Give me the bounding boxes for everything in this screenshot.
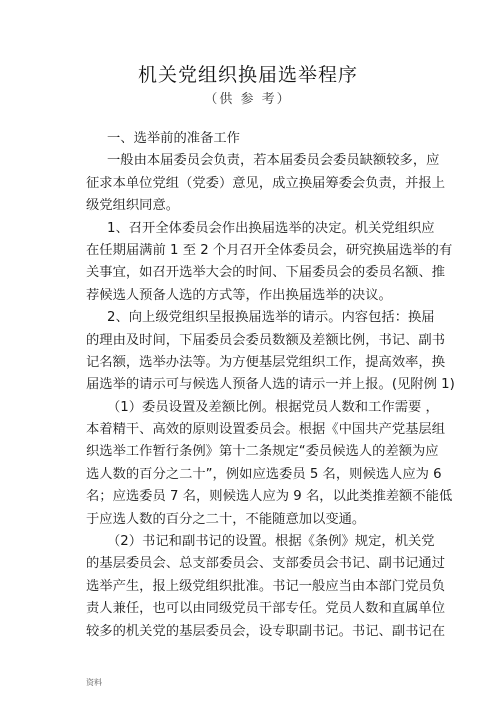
text-line: 于应选人数的百分之二十，不能随意加以变通。 xyxy=(86,511,366,527)
text-line: 在任期届满前 1 至 2 个月召开全体委员会，研究换届选举的有 xyxy=(86,242,453,258)
footer-label: 资料 xyxy=(86,678,102,687)
text-line: 较多的机关党的基层委员会，设专职副书记。书记、副书记在 xyxy=(86,623,446,639)
text-line: 征求本单位党组（党委）意见，成立换届筹委会负责，并报上 xyxy=(86,175,446,191)
text-line: 2、向上级党组织呈报换届选举的请示。内容包括：换届 xyxy=(107,310,435,326)
page-subtitle: （供 参 考） xyxy=(204,92,292,107)
text-line: 关事宜，如召开选举大会的时间、下届委员会的委员名额、推 xyxy=(86,265,446,281)
text-line: 一般由本届委员会负责，若本届委员会委员缺额较多，应 xyxy=(107,153,440,169)
text-line: 织选举工作暂行条例》第十二条规定“委员候选人的差额为应 xyxy=(86,444,439,460)
text-line: 一、选举前的准备工作 xyxy=(107,131,240,146)
text-line: 级党组织同意。 xyxy=(86,198,180,214)
document-body xyxy=(86,128,455,643)
text-line: 本着精干、高效的原则设置委员会。根据《中国共产党基层组 xyxy=(86,422,446,438)
text-line: 1、召开全体委员会作出换届选举的决定。机关党组织应 xyxy=(107,220,435,236)
text-line: （2）书记和副书记的设置。根据《条例》规定，机关党 xyxy=(107,534,435,550)
text-line: 责人兼任，也可以由同级党员干部专任。党员人数和直属单位 xyxy=(86,601,446,617)
text-line: 的基层委员会、总支部委员会、支部委员会书记、副书记通过 xyxy=(86,556,446,572)
text-line: 选举产生，报上级党组织批准。书记一般应当由本部门党员负 xyxy=(86,578,446,594)
text-line: 记名额，选举办法等。为方便基层党组织工作，提高效率，换 xyxy=(86,354,446,370)
text-line: （1）委员设置及差额比例。根据党员人数和工作需要 ， xyxy=(107,399,439,415)
text-line: 届选举的请示可与候选人预备人选的请示一并上报。(见附例 1) xyxy=(86,377,455,393)
text-line: 名；应选委员 7 名，则候选人应为 9 名，以此类推差额不能低 xyxy=(86,489,453,505)
text-line: 荐候选人预备人选的方式等，作出换届选举的决议。 xyxy=(86,287,392,303)
text-line: 选人数的百分之二十”，例如应选委员 5 名，则候选人应为 6 xyxy=(86,466,442,482)
text-line: 的理由及时间，下届委员会委员数额及差额比例，书记、副书 xyxy=(86,332,446,348)
page-title: 机关党组织换届选举程序 xyxy=(137,64,358,86)
